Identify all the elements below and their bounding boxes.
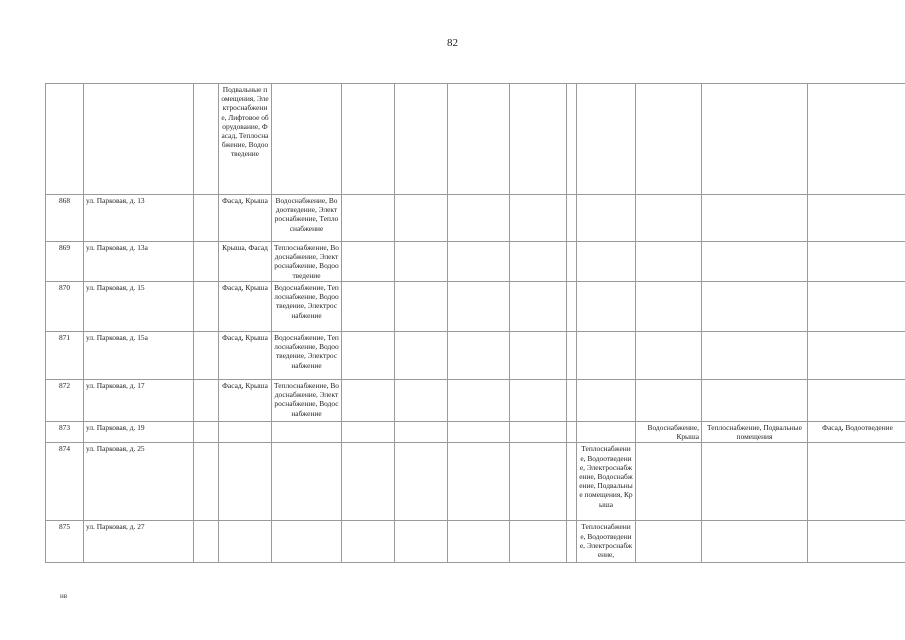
cell-engineering-systems: Водоснабжение, Теплоснабжение, Водоотведение, Электроснабжение xyxy=(272,282,342,332)
cell-period-c: Фасад, Водоотведение xyxy=(808,422,905,443)
row-address: ул. Парковая, д. 13а xyxy=(84,242,194,282)
page-number: 82 xyxy=(447,37,458,49)
cell-work-types: Фасад, Крыша xyxy=(219,332,272,380)
cell-planned-works: Теплоснабжение, Водоотведение, Электроснабжение, Водоснабжение, Подвальные помещения, Крыша xyxy=(577,443,636,521)
cell-work-types: Фасад, Крыша xyxy=(219,380,272,422)
row-number: 870 xyxy=(46,282,84,332)
table-row xyxy=(46,521,905,563)
row-number: 873 xyxy=(46,422,84,443)
registry-table xyxy=(45,83,905,563)
cell-engineering-systems: Водоснабжение, Водоотведение, Электроснабжение, Теплоснабжение xyxy=(272,195,342,242)
footer-mark: нв xyxy=(60,592,68,600)
table-row xyxy=(46,84,905,195)
row-address: ул. Парковая, д. 19 xyxy=(84,422,194,443)
row-number: 871 xyxy=(46,332,84,380)
cell-work-types: Фасад, Крыша xyxy=(219,282,272,332)
cell-engineering-systems: Водоснабжение, Теплоснабжение, Водоотведение, Электроснабжение xyxy=(272,332,342,380)
cell-engineering-systems: Теплоснабжение, Водоснабжение, Электроснабжение, Водоотведение xyxy=(272,242,342,282)
row-address: ул. Парковая, д. 15 xyxy=(84,282,194,332)
table-row xyxy=(46,443,905,521)
row-number: 868 xyxy=(46,195,84,242)
cell-period-b: Теплоснабжение, Подвальные помещения xyxy=(702,422,808,443)
row-address: ул. Парковая, д. 17 xyxy=(84,380,194,422)
row-number: 869 xyxy=(46,242,84,282)
row-address: ул. Парковая, д. 25 xyxy=(84,443,194,521)
table-row xyxy=(46,195,905,242)
row-number: 875 xyxy=(46,521,84,563)
cell-engineering-systems: Теплоснабжение, Водоснабжение, Электроснабжение, Водоснабжение xyxy=(272,380,342,422)
cell-period-a: Водоснабжение, Крыша xyxy=(636,422,702,443)
row-number: 872 xyxy=(46,380,84,422)
table-row xyxy=(46,282,905,332)
row-address: ул. Парковая, д. 15а xyxy=(84,332,194,380)
row-address: ул. Парковая, д. 13 xyxy=(84,195,194,242)
table-row xyxy=(46,242,905,282)
table-row xyxy=(46,422,905,443)
cell-work-types: Крыша, Фасад xyxy=(219,242,272,282)
cell-work-types: Фасад, Крыша xyxy=(219,195,272,242)
row-number: 874 xyxy=(46,443,84,521)
row-address: ул. Парковая, д. 27 xyxy=(84,521,194,563)
table-row xyxy=(46,380,905,422)
cell-work-types: Подвальные помещения, Электроснабжение, Лифтовое оборудование, Фасад, Теплоснабжение, Водоотведение xyxy=(219,84,272,195)
cell-planned-works: Теплоснабжение, Водоотведение, Электроснабжение, xyxy=(577,521,636,563)
table-row xyxy=(46,332,905,380)
